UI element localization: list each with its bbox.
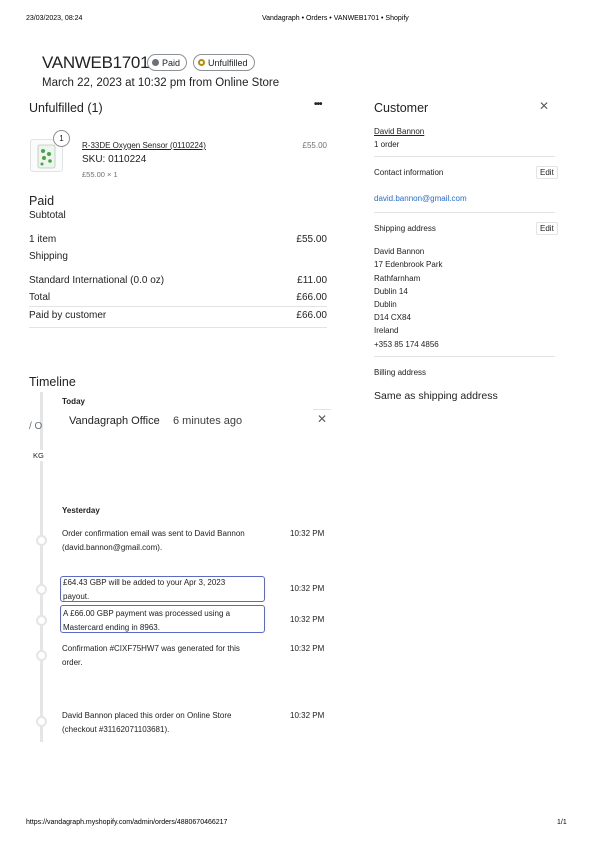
status-badge-label: Paid (162, 57, 181, 68)
address-line: Dublin 14 (374, 287, 408, 296)
contact-divider (374, 212, 555, 213)
shipping-divider (374, 356, 555, 357)
customer-email-link[interactable]: david.bannon@gmail.com (374, 194, 467, 203)
timeline-event[interactable] (62, 709, 267, 737)
unfulfilled-title: Unfulfilled (1) (29, 101, 103, 115)
timeline-dot-icon (36, 716, 47, 727)
timeline-title: Timeline (29, 375, 76, 389)
edit-shipping-address-button[interactable]: Edit (536, 222, 558, 235)
address-phone: +353 85 174 4856 (374, 340, 439, 349)
print-title: Vandagraph • Orders • VANWEB1701 • Shopify (262, 15, 409, 22)
print-page-number: 1/1 (557, 819, 567, 826)
comment-author: Vandagraph Office (69, 415, 160, 427)
event-text: David Bannon placed this order on Online Store (62, 711, 232, 720)
status-badge-unfulfilled (193, 54, 255, 71)
payment-bottom-divider (29, 327, 327, 328)
event-text: (david.bannon@gmail.com). (62, 543, 163, 552)
status-badge-label: Unfulfilled (208, 57, 248, 68)
timeline-yesterday-label: Yesterday (62, 506, 100, 515)
address-line: Ireland (374, 326, 399, 335)
timeline-dot-icon (36, 535, 47, 546)
payment-divider (29, 306, 327, 307)
order-date: March 22, 2023 at 10:32 pm from Online Store (42, 77, 280, 89)
print-date: 23/03/2023, 08:24 (26, 15, 83, 22)
event-time: 10:32 PM (290, 615, 325, 624)
timeline-comment (62, 409, 332, 431)
product-unit-price: £55.00 × 1 (82, 170, 118, 179)
subtotal-label: Subtotal (29, 210, 66, 221)
address-line: Dublin (374, 300, 397, 309)
product-line-total: £55.00 (302, 141, 327, 150)
timeline-dot-icon (36, 615, 47, 626)
payment-status-title: Paid (29, 194, 55, 208)
unfulfilled-dot-icon (198, 59, 205, 66)
avatar: KG (33, 451, 44, 460)
items-count: 1 item (29, 234, 57, 245)
event-time: 10:32 PM (290, 584, 325, 593)
event-text: Order confirmation email was sent to David Bannon (62, 529, 245, 538)
event-text: £64.43 GBP will be added to your Apr 3, 2023 (63, 578, 226, 587)
event-time: 10:32 PM (290, 644, 325, 653)
address-line: Rathfarnham (374, 274, 421, 283)
event-text: A £66.00 GBP payment was processed using a (63, 609, 231, 618)
contact-information-title: Contact information (374, 168, 444, 177)
quantity-badge: 1 (53, 130, 70, 147)
timeline-event[interactable] (63, 607, 268, 635)
subtotal-value: £55.00 (296, 234, 327, 245)
timeline-dot-icon (36, 584, 47, 595)
shipping-value: £11.00 (297, 275, 327, 286)
paid-by-customer-value: £66.00 (296, 310, 327, 321)
comment-time: 6 minutes ago (173, 415, 243, 427)
paid-dot-icon (152, 59, 159, 66)
event-text: order. (62, 658, 83, 667)
shipping-label: Shipping (29, 251, 68, 262)
customer-order-count: 1 order (374, 140, 400, 149)
edit-contact-button[interactable]: Edit (536, 166, 558, 179)
address-line: D14 CX84 (374, 313, 411, 322)
paid-by-customer-label: Paid by customer (29, 310, 107, 321)
total-label: Total (29, 292, 51, 303)
billing-address-value: Same as shipping address (374, 390, 498, 402)
timeline-event[interactable] (62, 527, 267, 555)
event-text: payout. (63, 592, 90, 601)
comment-close-icon[interactable]: ✕ (313, 409, 331, 427)
event-text: Confirmation #CIXF75HW7 was generated for this (62, 644, 240, 653)
address-line: David Bannon (374, 247, 425, 256)
customer-title: Customer (374, 101, 429, 115)
timeline-dot-icon (36, 650, 47, 661)
close-icon[interactable]: ✕ (539, 99, 550, 113)
print-url: https://vandagraph.myshopify.com/admin/orders/4880670466217 (26, 819, 228, 826)
order-number: VANWEB1701 (42, 53, 150, 72)
event-time: 10:32 PM (290, 529, 325, 538)
product-sku: SKU: 0110224 (82, 154, 147, 165)
more-actions-icon[interactable]: ••• (314, 99, 322, 110)
customer-divider (374, 156, 555, 157)
timeline-event[interactable] (63, 576, 268, 604)
status-badge-paid (147, 54, 187, 71)
slash-mark: / O (29, 421, 43, 432)
address-line: 17 Edenbrook Park (374, 260, 443, 269)
event-text: (checkout #31162071103681). (62, 725, 170, 734)
event-time: 10:32 PM (290, 711, 325, 720)
timeline-line (40, 392, 43, 742)
product-link[interactable]: R-33DE Oxygen Sensor (0110224) (82, 141, 206, 150)
timeline-event[interactable] (62, 642, 267, 670)
shipping-method: Standard International (0.0 oz) (29, 275, 165, 286)
timeline-today-label: Today (62, 397, 85, 406)
total-value: £66.00 (296, 292, 327, 303)
customer-name-link[interactable]: David Bannon (374, 127, 425, 136)
billing-address-title: Billing address (374, 368, 427, 377)
event-text: Mastercard ending in 8963. (63, 623, 160, 632)
shipping-address-title: Shipping address (374, 224, 436, 233)
